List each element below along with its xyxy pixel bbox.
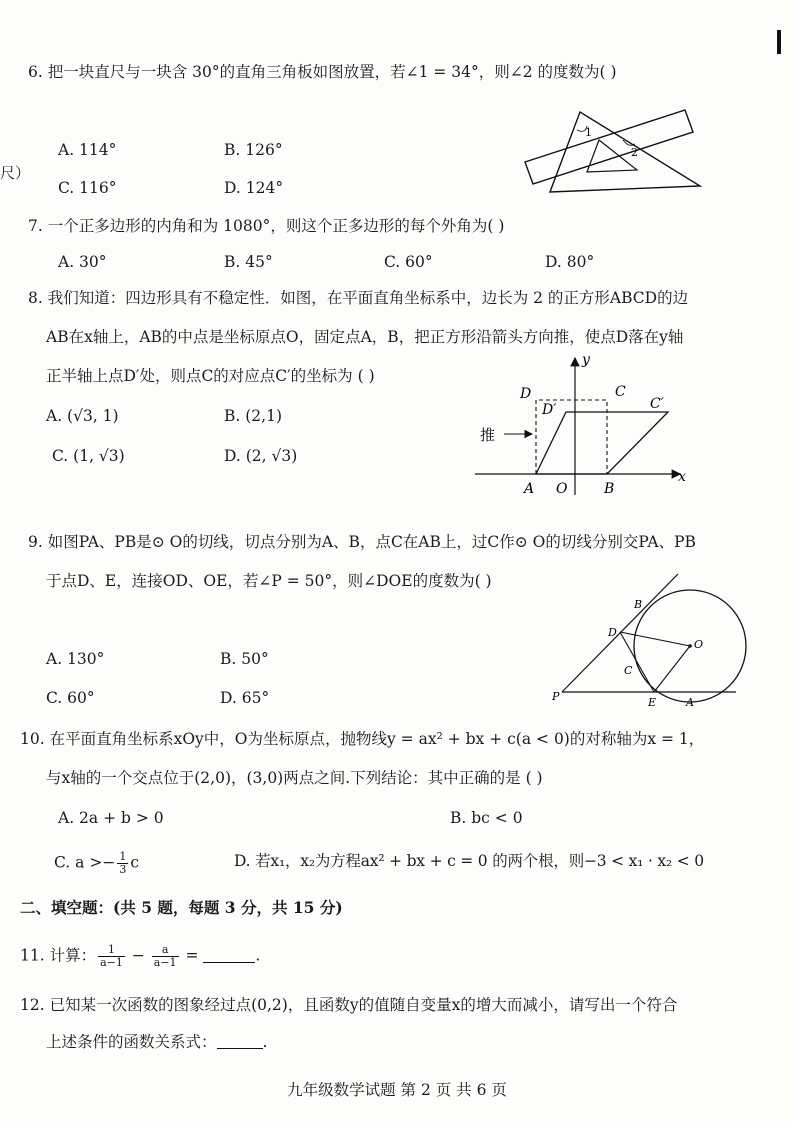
q11-prefix: 11. 计算：	[20, 946, 97, 965]
q9-label-c: C	[624, 664, 633, 677]
page-footer: 九年级数学试题 第 2 页 共 6 页	[287, 1081, 507, 1099]
q8-option-b: B. (2,1)	[224, 407, 282, 425]
q11	[20, 944, 260, 969]
section2-heading: 二、填空题：(共 5 题，每题 3 分，共 15 分)	[20, 898, 343, 917]
q8-line1: 8. 我们知道：四边形具有不稳定性．如图，在平面直角坐标系中，边长为 2 的正方形ABCD的边	[28, 289, 689, 307]
q9-label-p: P	[552, 690, 560, 703]
q10-option-c-suffix: c	[130, 853, 139, 872]
q9-option-a: A. 130°	[46, 650, 105, 668]
q12-answer-blank[interactable]	[217, 1034, 263, 1049]
q9-label-a: A	[686, 696, 694, 709]
q11-end: .	[255, 946, 261, 965]
q6-big-triangle	[550, 112, 700, 192]
q8-option-c: C. (1, √3)	[52, 447, 125, 465]
q8-label-c: C	[615, 384, 626, 400]
q6-stem: 6. 把一块直尺与一块含 30°的直角三角板如图放置，若∠1 = 34°，则∠2 的度数为( )	[28, 63, 617, 81]
q10-option-c-num: 1	[119, 850, 127, 863]
q10-option-c-fraction	[117, 851, 128, 876]
q11-frac1-den: a−1	[100, 956, 123, 969]
q10-line1: 10. 在平面直角坐标系xOy中，O为坐标原点，抛物线y = ax² + bx + c(a < 0)的对称轴为x = 1，	[20, 730, 705, 748]
q7-stem: 7. 一个正多边形的内角和为 1080°，则这个正多边形的每个外角为( )	[28, 217, 505, 235]
q12-line2-prefix: 上述条件的函数关系式：	[46, 1033, 217, 1051]
q6-option-b: B. 126°	[224, 141, 283, 159]
margin-mark: 尺）	[0, 164, 31, 182]
q11-equals: =	[185, 946, 199, 965]
q11-fraction-2	[152, 944, 179, 969]
q12-line2-end: .	[262, 1033, 268, 1051]
q9-label-d: D	[608, 626, 617, 639]
q8-label-y: y	[582, 352, 590, 368]
q10-line2: 与x轴的一个交点位于(2,0)，(3,0)两点之间.下列结论：其中正确的是 ( )	[46, 769, 543, 787]
q8-label-push: 推	[480, 426, 496, 444]
q7-option-d: D. 80°	[545, 253, 595, 271]
q6-label-angle2: 2	[631, 146, 638, 159]
q8-line2: AB在x轴上，AB的中点是坐标原点O，固定点A，B，把正方形沿箭头方向推，使点D落在y轴	[46, 328, 684, 346]
q10-option-b: B. bc < 0	[450, 809, 523, 827]
q9-line1: 9. 如图PA、PB是⊙ O的切线，切点分别为A、B，点C在AB上，过C作⊙ O的切线分别交PA、PB	[28, 533, 696, 551]
q6-option-d: D. 124°	[224, 179, 284, 197]
q8-label-c-prime: C′	[650, 396, 664, 412]
q11-frac1-num: 1	[98, 944, 125, 957]
q10-option-d: D. 若x₁，x₂为方程ax² + bx + c = 0 的两个根，则−3 < x₁ · x₂ < 0	[234, 852, 704, 870]
q9-option-d: D. 65°	[220, 689, 270, 707]
q6-ruler-triangle-figure	[515, 100, 715, 200]
q8-coordinate-figure	[470, 350, 700, 500]
q9-center-point	[688, 644, 692, 648]
q8-label-o: O	[556, 481, 568, 497]
q8-line3: 正半轴上点D′处，则点C的对应点C′的坐标为 ( )	[46, 367, 375, 385]
q11-fraction-1	[98, 944, 125, 969]
q12-line2	[46, 1032, 267, 1052]
q8-pushed-parallelogram	[536, 412, 668, 474]
q9-circle-tangent-figure	[548, 570, 748, 710]
q7-option-c: C. 60°	[384, 253, 433, 271]
q10-option-c-den: 3	[119, 863, 127, 876]
q10-option-c-prefix: C. a >−	[54, 853, 116, 872]
q8-label-b: B	[604, 481, 615, 497]
q8-option-a: A. (√3, 1)	[46, 407, 119, 425]
q7-option-a: A. 30°	[58, 253, 107, 271]
q6-option-c: C. 116°	[58, 179, 117, 197]
q6-ruler	[525, 110, 693, 184]
q9-label-o: O	[694, 638, 704, 651]
q10-option-a: A. 2a + b > 0	[58, 809, 164, 827]
q6-option-a: A. 114°	[58, 141, 117, 159]
q9-label-b: B	[634, 598, 643, 611]
q8-label-x: x	[678, 469, 686, 485]
q6-label-angle1: 1	[585, 126, 592, 139]
q9-option-b: B. 50°	[220, 650, 269, 668]
q9-segment-od	[620, 632, 690, 646]
q8-label-a: A	[524, 481, 535, 497]
q11-frac2-num: a	[152, 944, 179, 957]
q9-line2: 于点D、E，连接OD、OE，若∠P = 50°，则∠DOE的度数为( )	[46, 572, 492, 590]
q12-line1: 12. 已知某一次函数的图象经过点(0,2)，且函数y的值随自变量x的增大而减小，请写出一个符合	[20, 996, 678, 1014]
q9-segment-oe	[654, 646, 690, 692]
q8-label-d-prime: D′	[542, 402, 557, 418]
q8-label-d: D	[520, 386, 532, 402]
q9-option-c: C. 60°	[46, 689, 95, 707]
q11-frac2-den: a−1	[153, 956, 177, 969]
page-edge-mark	[777, 30, 781, 54]
q11-answer-blank[interactable]	[203, 948, 255, 963]
q9-label-e: E	[648, 696, 657, 709]
q7-option-b: B. 45°	[224, 253, 273, 271]
q9-tangent-de	[620, 632, 654, 692]
q10-option-c	[54, 851, 139, 876]
q8-option-d: D. (2, √3)	[224, 447, 298, 465]
q11-minus: −	[131, 946, 145, 965]
